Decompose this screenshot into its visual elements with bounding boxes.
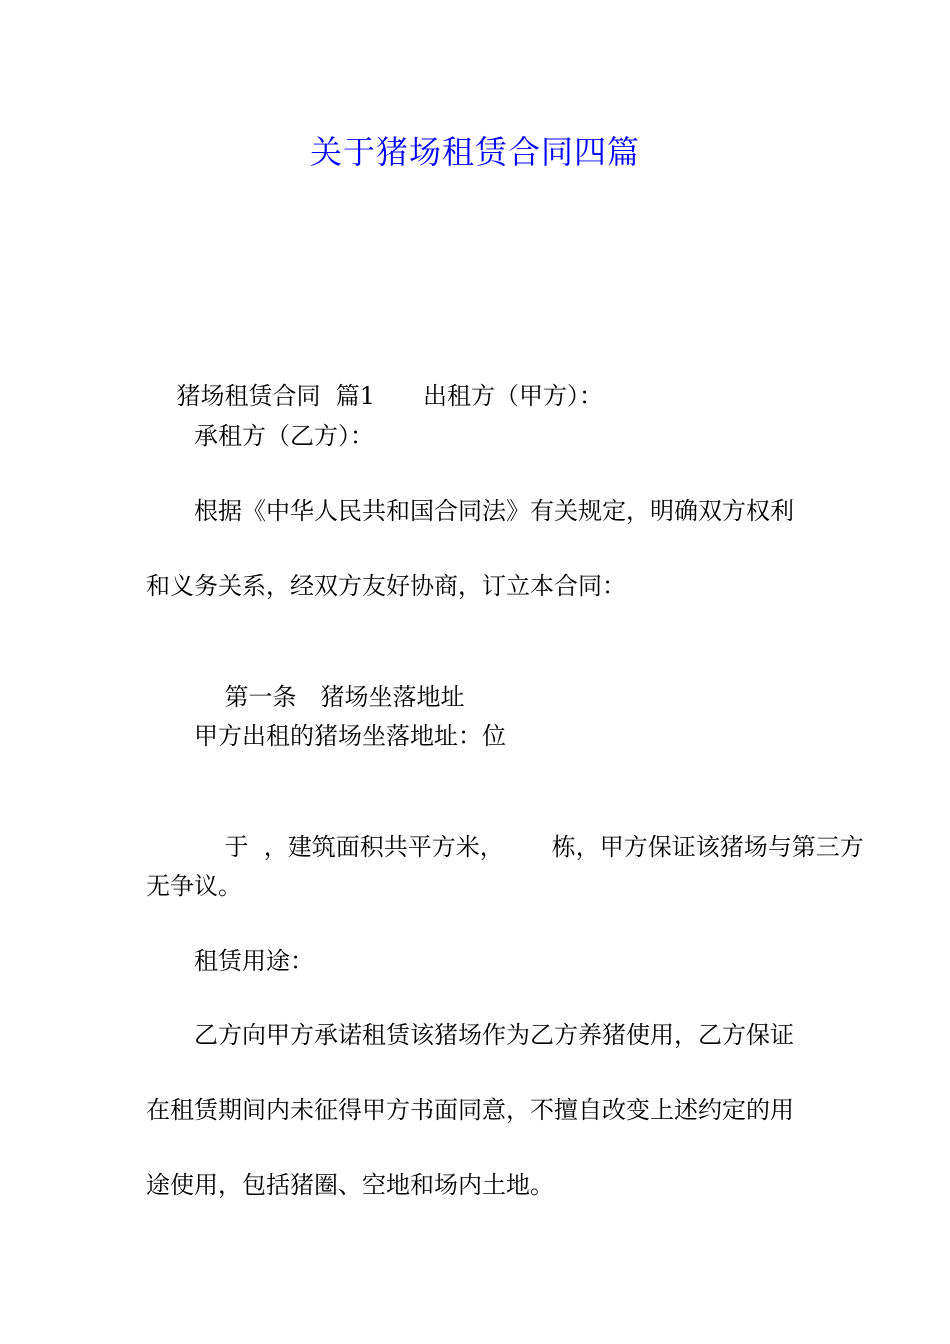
document-title: 关于猪场租赁合同四篇 [309, 133, 640, 171]
paragraph-line: 和义务关系，经双方友好协商，订立本合同： [146, 572, 626, 600]
paragraph-line: 甲方出租的猪场坐落地址：位 [194, 722, 506, 750]
paragraph-line: 在租赁期间内未征得甲方书面同意，不擅自改变上述约定的用 [146, 1096, 794, 1124]
text-segment: 栋，甲方保证该猪场与第三方 [551, 833, 864, 861]
lessor-label: 出租方（甲方）： [423, 382, 604, 410]
paragraph-line: 途使用，包括猪圈、空地和场内土地。 [146, 1171, 554, 1199]
paragraph-line [194, 793, 864, 901]
paragraph-line: 乙方向甲方承诺租赁该猪场作为乙方养猪使用，乙方保证 [194, 1021, 794, 1049]
article-title: 猪场坐落地址 [320, 683, 465, 711]
text-segment: 于 ，建筑面积共平方米， [224, 833, 504, 861]
paragraph-line: 根据《中华人民共和国合同法》有关规定，明确双方权利 [194, 497, 794, 525]
lessee-label: 承租方（乙方）： [194, 422, 374, 450]
paragraph-line: 租赁用途： [194, 947, 314, 975]
paragraph-line: 无争议。 [146, 872, 242, 900]
section-heading: 猪场租赁合同 篇1 [176, 382, 376, 410]
article-number: 第一条 [224, 683, 297, 711]
